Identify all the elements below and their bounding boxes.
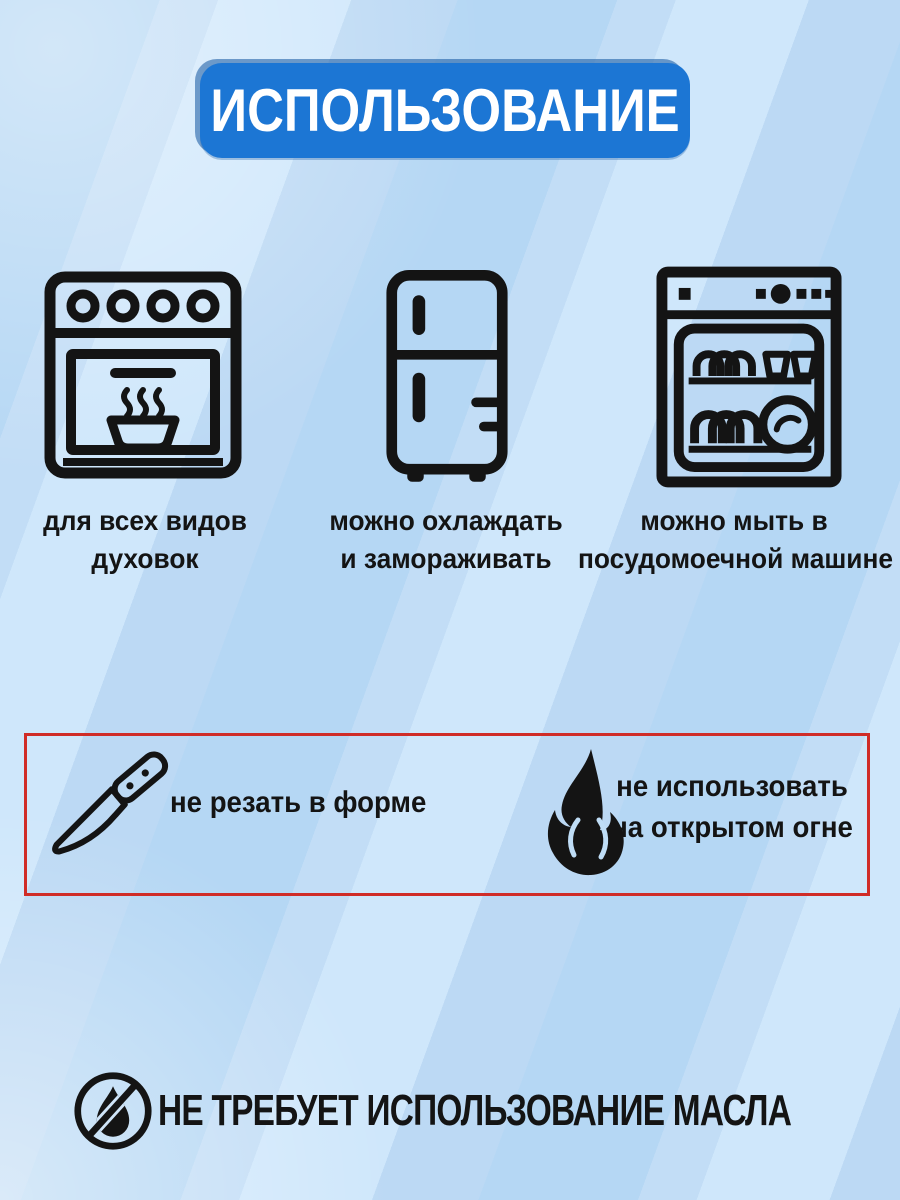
- knife-icon: [42, 748, 177, 868]
- footer-label: НЕ ТРЕБУЕТ ИСПОЛЬЗОВАНИЕ МАСЛА: [158, 1086, 792, 1135]
- no-oil-icon: [73, 1071, 153, 1151]
- header-badge: [200, 63, 690, 158]
- warning-knife-label: не резать в форме: [170, 786, 427, 819]
- label-line: можно мыть в: [640, 505, 828, 536]
- feature-label-oven: [9, 502, 282, 578]
- label-line: можно охлаждать: [329, 505, 563, 536]
- fridge-icon: [384, 268, 510, 494]
- label-line: на открытом огне: [611, 811, 853, 844]
- warning-fire-label: [609, 766, 856, 848]
- page-title: ИСПОЛЬЗОВАНИЕ: [210, 76, 680, 144]
- dishwasher-icon: [655, 265, 843, 489]
- oven-icon: [43, 270, 243, 480]
- feature-label-dishwasher: [577, 502, 893, 578]
- feature-label-fridge: [305, 502, 587, 578]
- label-line: не использовать: [616, 770, 848, 803]
- label-line: и замораживать: [340, 543, 552, 574]
- label-line: для всех видов: [43, 505, 247, 536]
- label-line: духовок: [91, 543, 199, 574]
- label-line: посудомоечной машине: [577, 543, 893, 574]
